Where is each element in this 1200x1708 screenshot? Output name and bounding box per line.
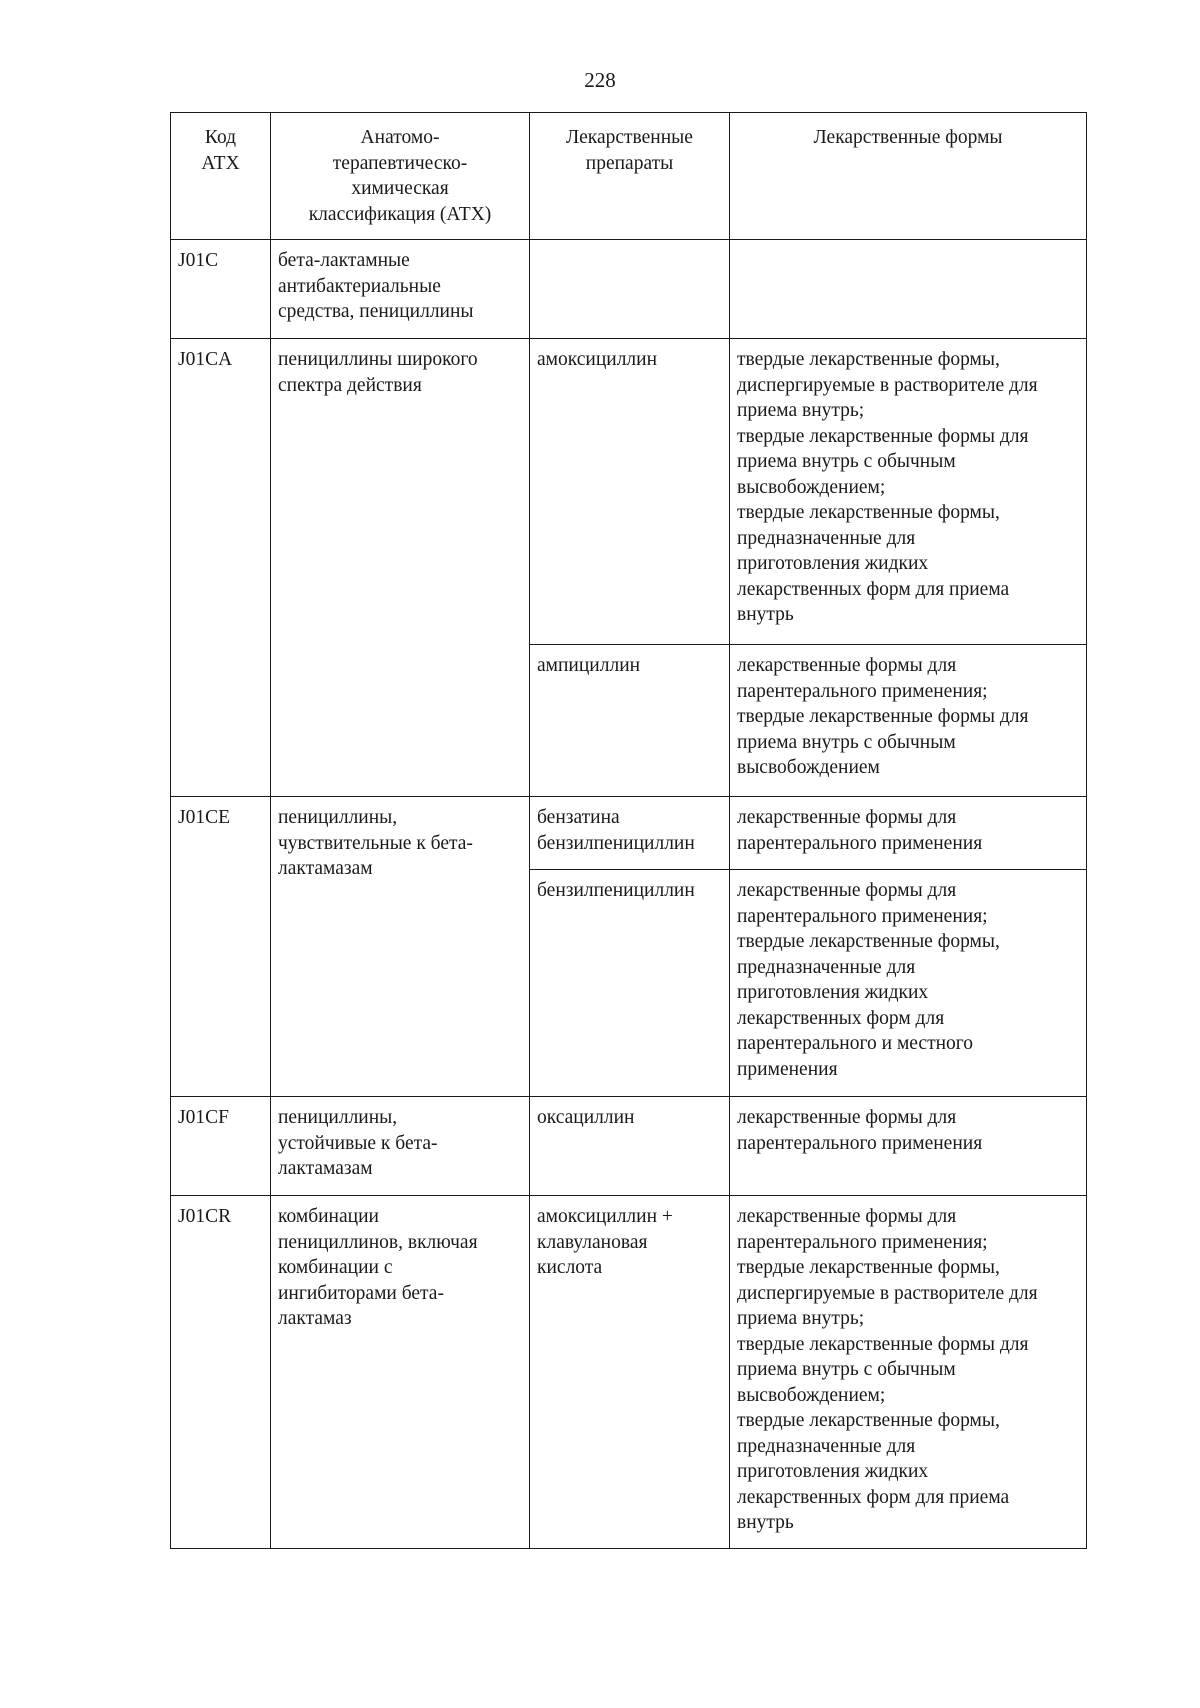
classification-cell: пенициллины, устойчивые к бета- лактамазам bbox=[271, 1097, 530, 1196]
drug-cell: амоксициллин + клавулановая кислота bbox=[530, 1196, 730, 1549]
forms-cell: лекарственные формы для парентерального применения; твердые лекарственные формы, диспергируемые в растворителе для приема внутрь; твердые лекарственные формы для приема внутрь с обычным высвобождением; твердые лекарственные формы, предназначенные для приготовления жидких лекарственных форм для приема внутрь bbox=[730, 1196, 1087, 1549]
drug-cell bbox=[530, 240, 730, 339]
drug-cell: амоксициллин bbox=[530, 339, 730, 645]
drug-cell: бензатина бензилпенициллин bbox=[530, 797, 730, 870]
table-header-row bbox=[171, 113, 1087, 240]
atx-code-cell: J01CR bbox=[171, 1196, 271, 1549]
atx-code-cell: J01CF bbox=[171, 1097, 271, 1196]
header-classification: Анатомо- терапевтическо- химическая классификация (АТХ) bbox=[271, 113, 530, 240]
classification-cell: комбинации пенициллинов, включая комбинации с ингибиторами бета- лактамаз bbox=[271, 1196, 530, 1549]
table-row bbox=[171, 240, 1087, 339]
atx-code-cell: J01CA bbox=[171, 339, 271, 797]
table-row bbox=[171, 339, 1087, 645]
classification-cell: бета-лактамные антибактериальные средства, пенициллины bbox=[271, 240, 530, 339]
table-row bbox=[171, 1196, 1087, 1549]
forms-cell: лекарственные формы для парентерального применения; твердые лекарственные формы для приема внутрь с обычным высвобождением bbox=[730, 645, 1087, 797]
forms-cell: лекарственные формы для парентерального применения; твердые лекарственные формы, предназначенные для приготовления жидких лекарственных форм для парентерального и местного применения bbox=[730, 870, 1087, 1097]
classification-cell: пенициллины, чувствительные к бета- лактамазам bbox=[271, 797, 530, 1097]
page-number: 228 bbox=[584, 68, 616, 92]
forms-cell bbox=[730, 240, 1087, 339]
header-drugs: Лекарственные препараты bbox=[530, 113, 730, 240]
atx-code-cell: J01CE bbox=[171, 797, 271, 1097]
table-row bbox=[171, 797, 1087, 870]
header-forms: Лекарственные формы bbox=[730, 113, 1087, 240]
drug-cell: оксациллин bbox=[530, 1097, 730, 1196]
atx-code-cell: J01C bbox=[171, 240, 271, 339]
forms-cell: твердые лекарственные формы, диспергируемые в растворителе для приема внутрь; твердые лекарственные формы для приема внутрь с обычным высвобождением; твердые лекарственные формы, предназначенные для приготовления жидких лекарственных форм для приема внутрь bbox=[730, 339, 1087, 645]
forms-cell: лекарственные формы для парентерального применения bbox=[730, 797, 1087, 870]
atx-table bbox=[170, 112, 1087, 1549]
header-code: Код АТХ bbox=[171, 113, 271, 240]
drug-cell: ампициллин bbox=[530, 645, 730, 797]
classification-cell: пенициллины широкого спектра действия bbox=[271, 339, 530, 797]
forms-cell: лекарственные формы для парентерального применения bbox=[730, 1097, 1087, 1196]
table-row bbox=[171, 1097, 1087, 1196]
drug-cell: бензилпенициллин bbox=[530, 870, 730, 1097]
